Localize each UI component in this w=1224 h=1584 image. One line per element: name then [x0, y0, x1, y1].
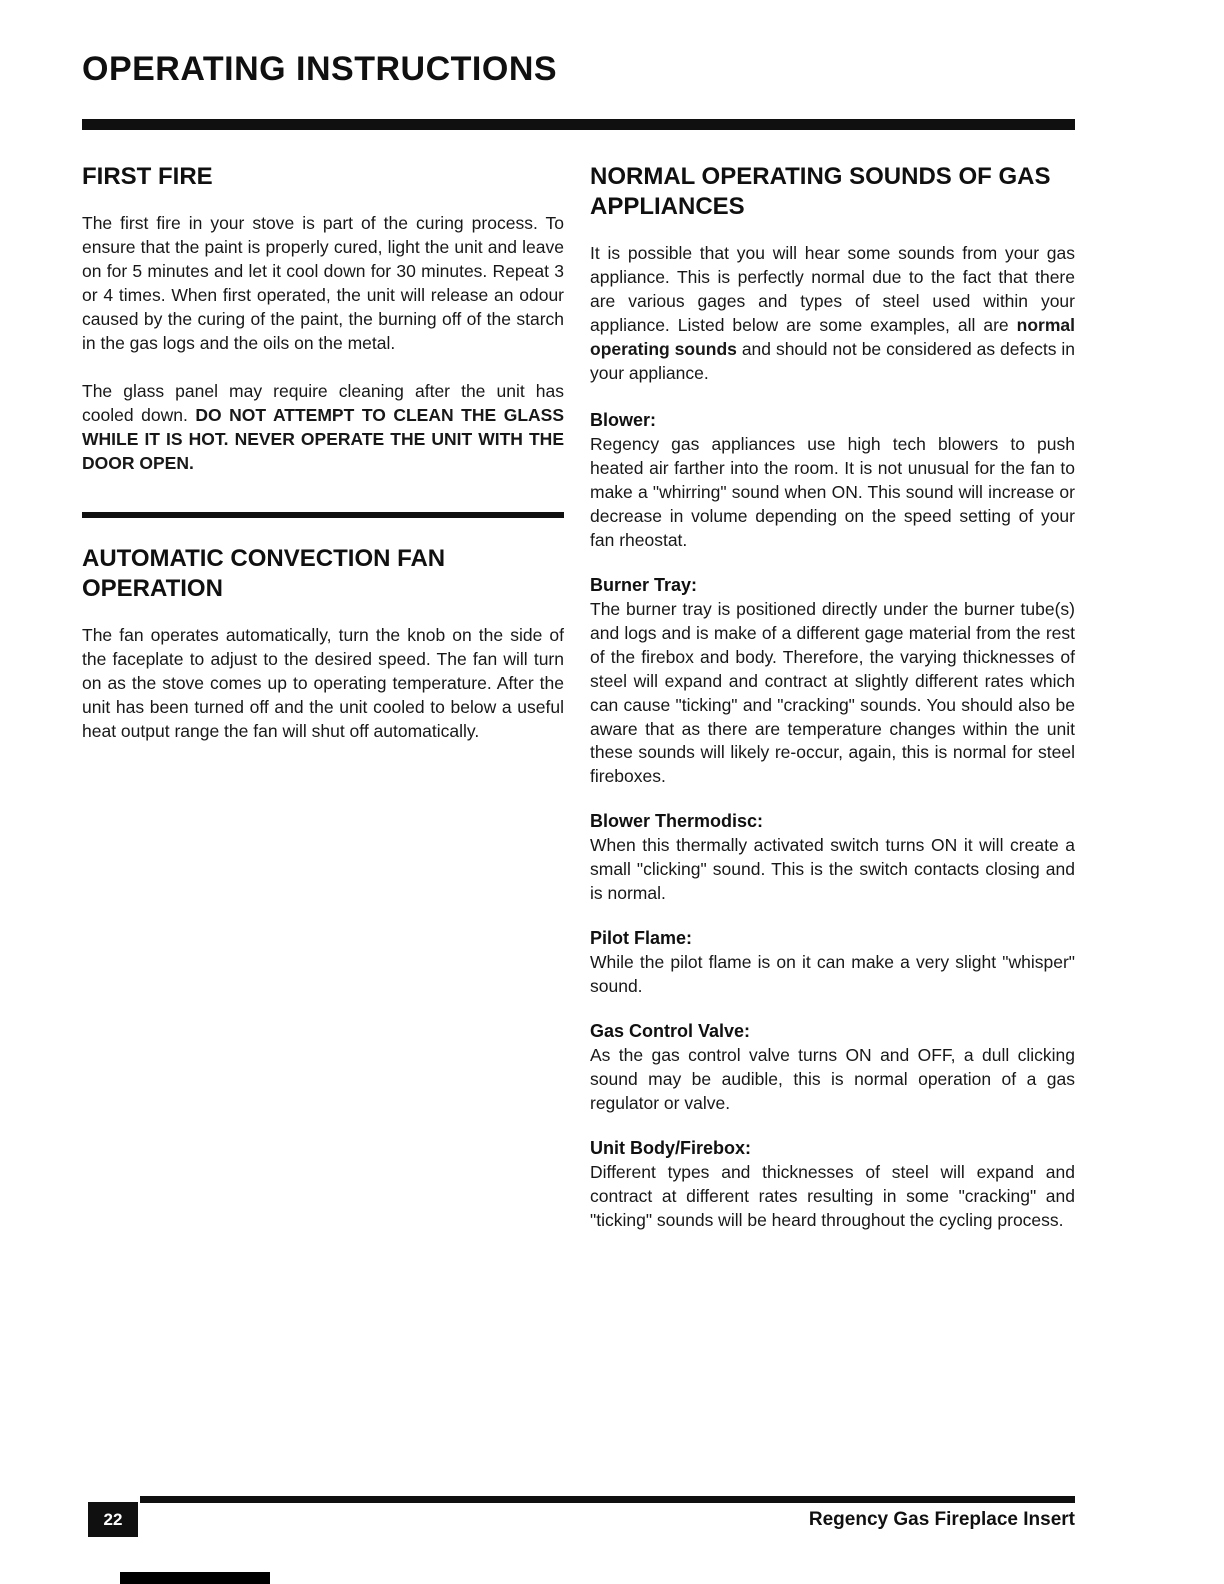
sound-section-gas-control-valve: [590, 1021, 1075, 1116]
right-column: [590, 162, 1075, 1255]
sound-section-pilot-flame: [590, 928, 1075, 999]
sound-section-title: Burner Tray:: [590, 574, 698, 595]
first-fire-paragraph-2-normal: The glass panel may require cleaning after the unit has cooled down.: [82, 380, 564, 425]
page-number-badge: 22: [88, 1502, 138, 1537]
sound-section-unit-body-firebox: [590, 1138, 1075, 1233]
sound-section-body: When this thermally activated switch turns ON it will create a small "clicking" sound. This is the switch contacts closing and is normal.: [590, 835, 1075, 904]
first-fire-paragraph-2-warning: DO NOT ATTEMPT TO CLEAN THE GLASS WHILE IT IS HOT. NEVER OPERATE THE UNIT WITH THE DOOR OPEN.: [82, 404, 564, 473]
scan-artifact-bar: [120, 1572, 270, 1584]
sound-section-body: As the gas control valve turns ON and OFF, a dull clicking sound may be audible, this is normal operation of a gas regulator or valve.: [590, 1045, 1075, 1114]
title-divider: [82, 119, 1075, 130]
footer-brand-text: Regency Gas Fireplace Insert: [808, 1509, 1075, 1530]
footer-divider: [140, 1496, 1075, 1503]
sound-section-body: The burner tray is positioned directly under the burner tube(s) and logs and is make of a different gage material from the rest of the firebox and body. Therefore, the varying thicknesses of steel will expand and contract at slightly different rates which can cause "ticking" and "cracking" sounds. You should also be aware that as there are temperature changes within the unit these sounds will likely re-occur, again, this is normal for steel fireboxes.: [590, 598, 1075, 787]
sound-section-blower: [590, 410, 1075, 553]
left-column: [82, 162, 564, 1255]
section-divider: [82, 512, 564, 518]
sound-section-burner-tray: [590, 575, 1075, 790]
fan-operation-paragraph: The fan operates automatically, turn the knob on the side of the faceplate to adjust to the desired speed. The fan will turn on as the stove comes up to operating temperature. After the unit has been turned off and the unit cooled to below a useful heat output range the fan will shut off automatically.: [82, 624, 564, 741]
operating-sounds-intro-normal-2: and should not be considered as defects in your appliance.: [590, 338, 1076, 383]
sound-section-blower-thermodisc: [590, 811, 1075, 906]
fan-operation-heading: AUTOMATIC CONVECTION FAN OPERATION: [82, 544, 446, 602]
first-fire-paragraph-2: [82, 380, 564, 476]
first-fire-paragraph-1: The first fire in your stove is part of the curing process. To ensure that the paint is properly cured, light the unit and leave on for 5 minutes and let it cool down for 30 minutes. Repeat 3 or 4 times. When first operated, the unit will release an odour caused by the curing of the paint, the burning off of the starch in the gas logs and the oils on the metal.: [82, 213, 564, 353]
sound-section-title: Blower:: [590, 409, 657, 430]
sound-section-body: Regency gas appliances use high tech blowers to push heated air farther into the room. It is not unusual for the fan to make a "whirring" sound when ON. This sound will increase or decrease in volume depending on the speed setting of your fan rheostat.: [590, 433, 1075, 550]
first-fire-heading: FIRST FIRE: [82, 163, 213, 190]
operating-sounds-heading: NORMAL OPERATING SOUNDS OF GAS APPLIANCES: [590, 163, 1051, 220]
sound-section-body: Different types and thicknesses of steel will expand and contract at different rates resulting in some "cracking" and "ticking" sounds will be heard throughout the cycling process.: [590, 1162, 1075, 1231]
page-title: OPERATING INSTRUCTIONS: [82, 50, 558, 88]
operating-sounds-intro: [590, 242, 1075, 386]
operating-sounds-intro-bold: normal operating sounds: [590, 314, 1075, 359]
two-column-layout: [82, 162, 1075, 1255]
sound-section-title: Unit Body/Firebox:: [590, 1138, 751, 1159]
sound-section-title: Pilot Flame:: [590, 928, 693, 949]
operating-sounds-intro-normal-1: It is possible that you will hear some sounds from your gas appliance. This is perfectly normal due to the fact that there are various gages and types of steel used within your appliance. Listed below are some examples, all are: [590, 243, 1075, 335]
sound-section-body: While the pilot flame is on it can make a very slight "whisper" sound.: [590, 952, 1075, 997]
sound-section-title: Blower Thermodisc:: [590, 811, 764, 832]
sound-section-title: Gas Control Valve:: [590, 1021, 751, 1042]
